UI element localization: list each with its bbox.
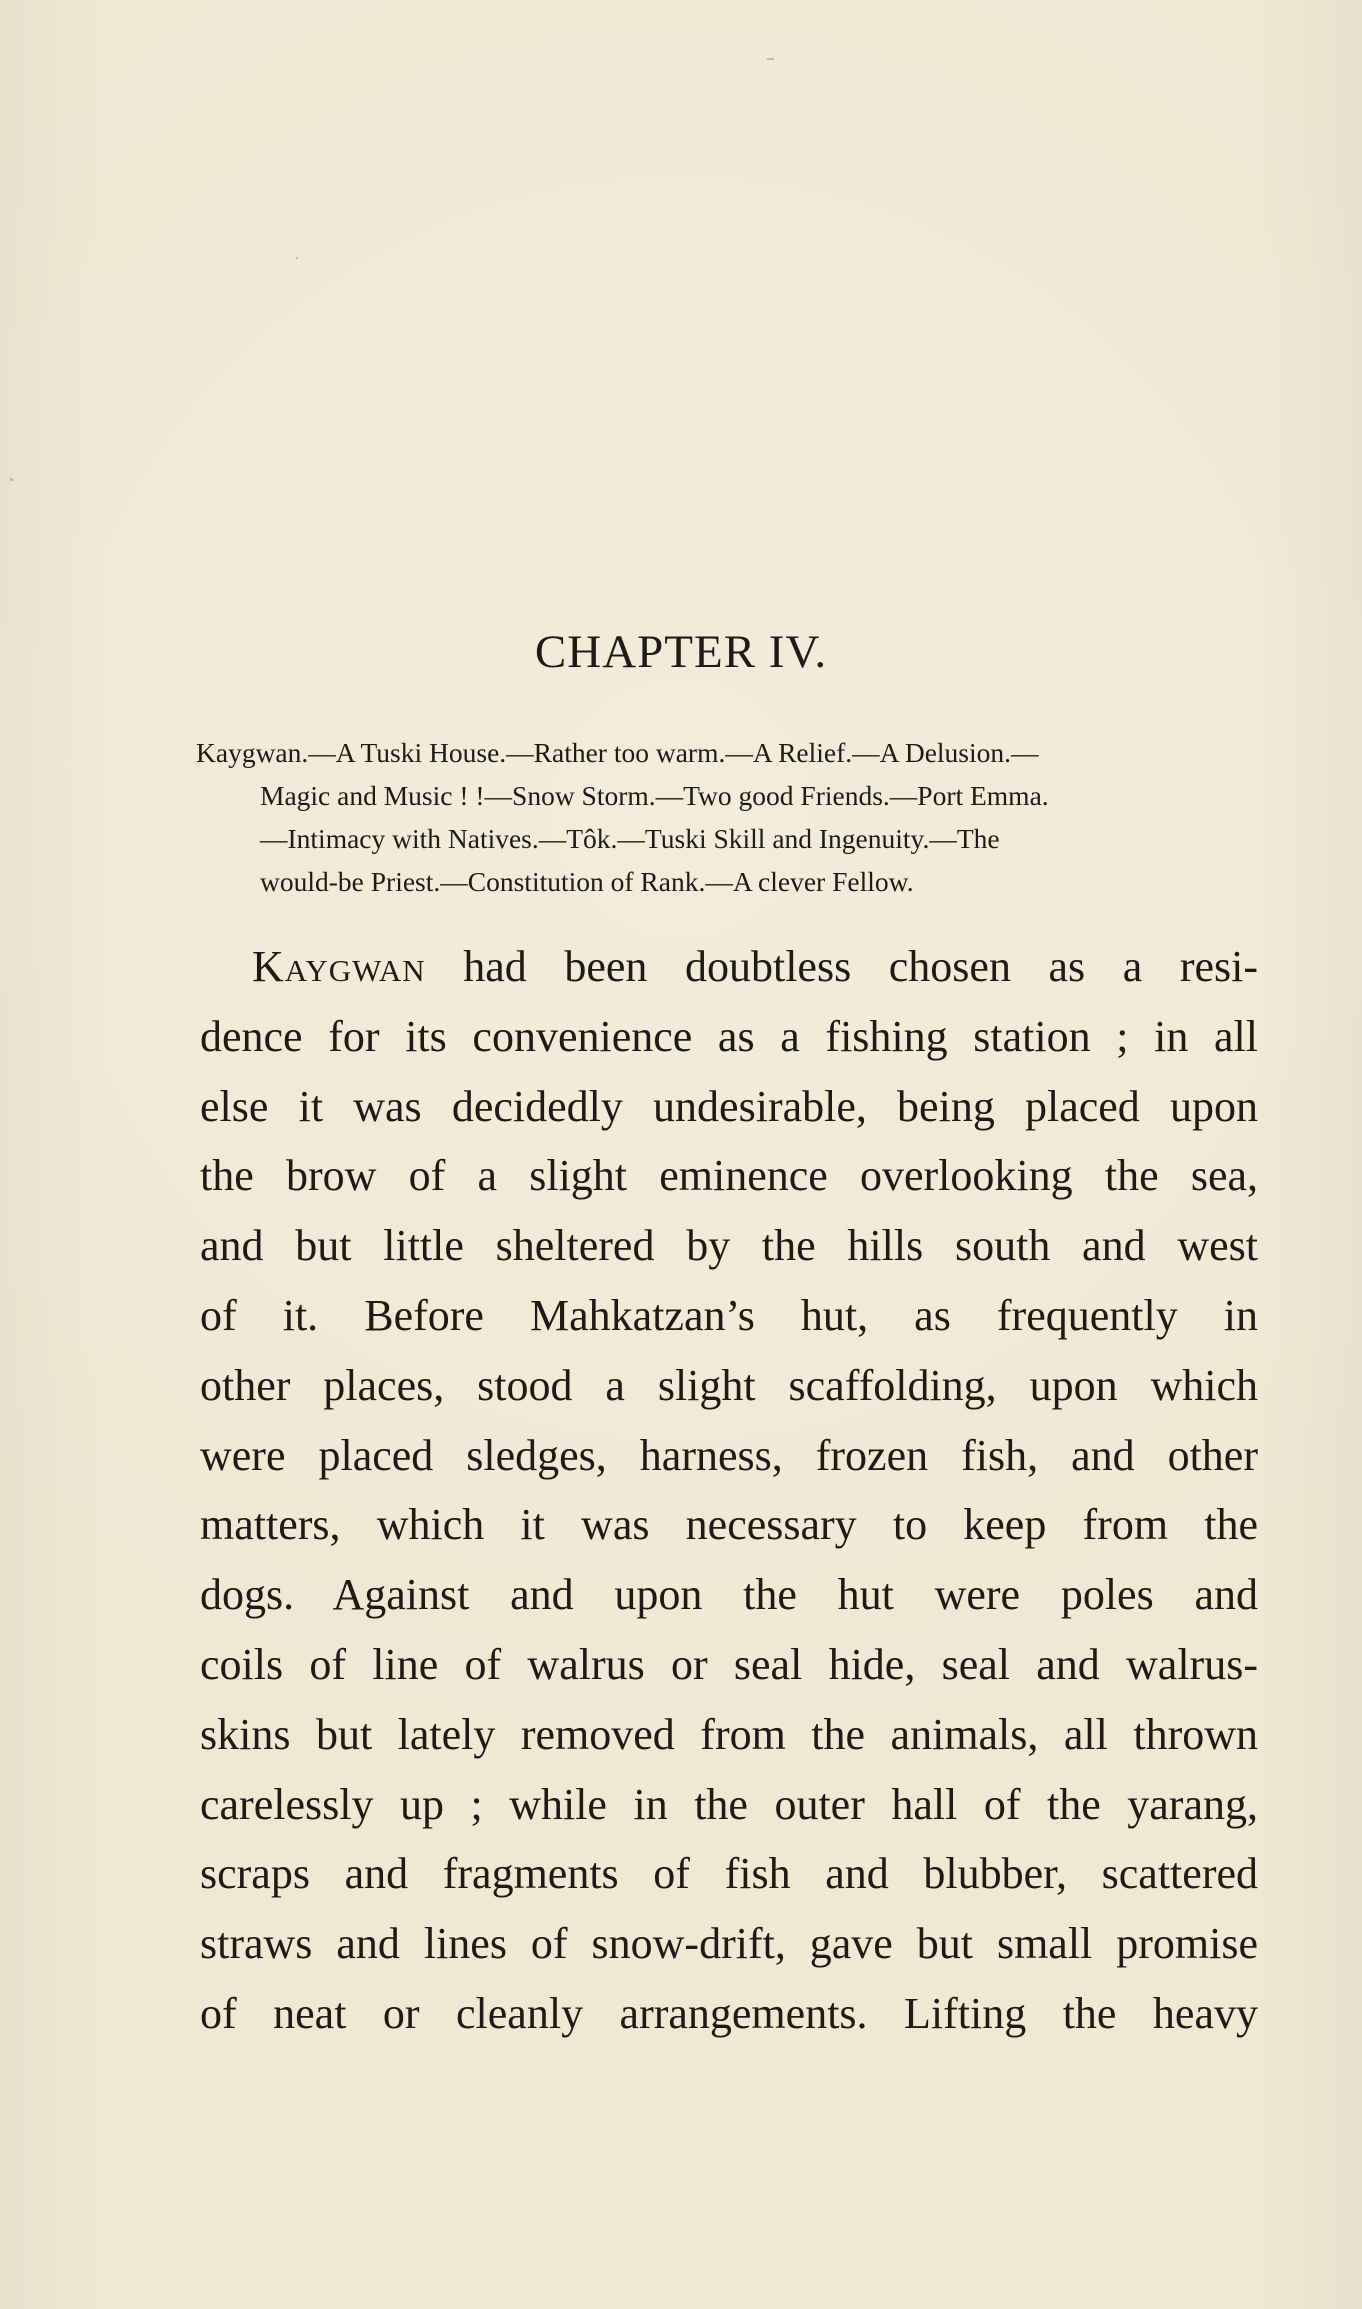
summary-line: Magic and Music ! !—Snow Storm.—Two good Friends.—Port Emma. <box>260 780 1049 811</box>
body-line: of it. Before Mahkatzan’s hut, as frequently in <box>200 1290 1258 1340</box>
body-line: scraps and fragments of fish and blubber, scattered <box>200 1849 1258 1899</box>
body-line: the brow of a slight eminence overlooking the sea, <box>200 1151 1258 1201</box>
body-line-rest: had been doubtless chosen as a resi- <box>425 942 1258 991</box>
body-line: straws and lines of snow-drift, gave but small promise <box>200 1919 1258 1969</box>
opening-word: Kaygwan <box>252 942 426 991</box>
body-line: and but little sheltered by the hills south and west <box>200 1221 1258 1271</box>
scan-speck <box>10 478 13 481</box>
body-line: carelessly up ; while in the outer hall of the yarang, <box>200 1779 1258 1829</box>
scan-speck <box>767 58 774 60</box>
body-line: skins but lately removed from the animals, all thrown <box>200 1709 1258 1759</box>
body-line: were placed sledges, harness, frozen fish, and other <box>200 1430 1258 1480</box>
body-line: dence for its convenience as a fishing station ; in all <box>200 1011 1258 1061</box>
body-line: coils of line of walrus or seal hide, seal and walrus- <box>200 1639 1258 1689</box>
body-line: else it was decidedly undesirable, being placed upon <box>200 1081 1258 1131</box>
body-line: matters, which it was necessary to keep from the <box>200 1500 1258 1550</box>
chapter-title: CHAPTER IV. <box>534 626 828 678</box>
summary-line: Kaygwan.—A Tuski House.—Rather too warm.—A Relief.—A Delusion.— <box>196 737 1039 768</box>
chapter-summary <box>196 731 1266 903</box>
body-line: dogs. Against and upon the hut were poles and <box>200 1570 1258 1620</box>
summary-line: —Intimacy with Natives.—Tôk.—Tuski Skill and Ingenuity.—The <box>260 823 1000 854</box>
body-line: of neat or cleanly arrangements. Lifting the heavy <box>200 1988 1258 2038</box>
body-line: other places, stood a slight scaffolding, upon which <box>200 1360 1258 1410</box>
summary-line: would-be Priest.—Constitution of Rank.—A clever Fellow. <box>260 866 914 897</box>
scan-speck <box>296 257 298 259</box>
body-line <box>200 932 1258 1002</box>
body-text <box>200 932 1258 2049</box>
